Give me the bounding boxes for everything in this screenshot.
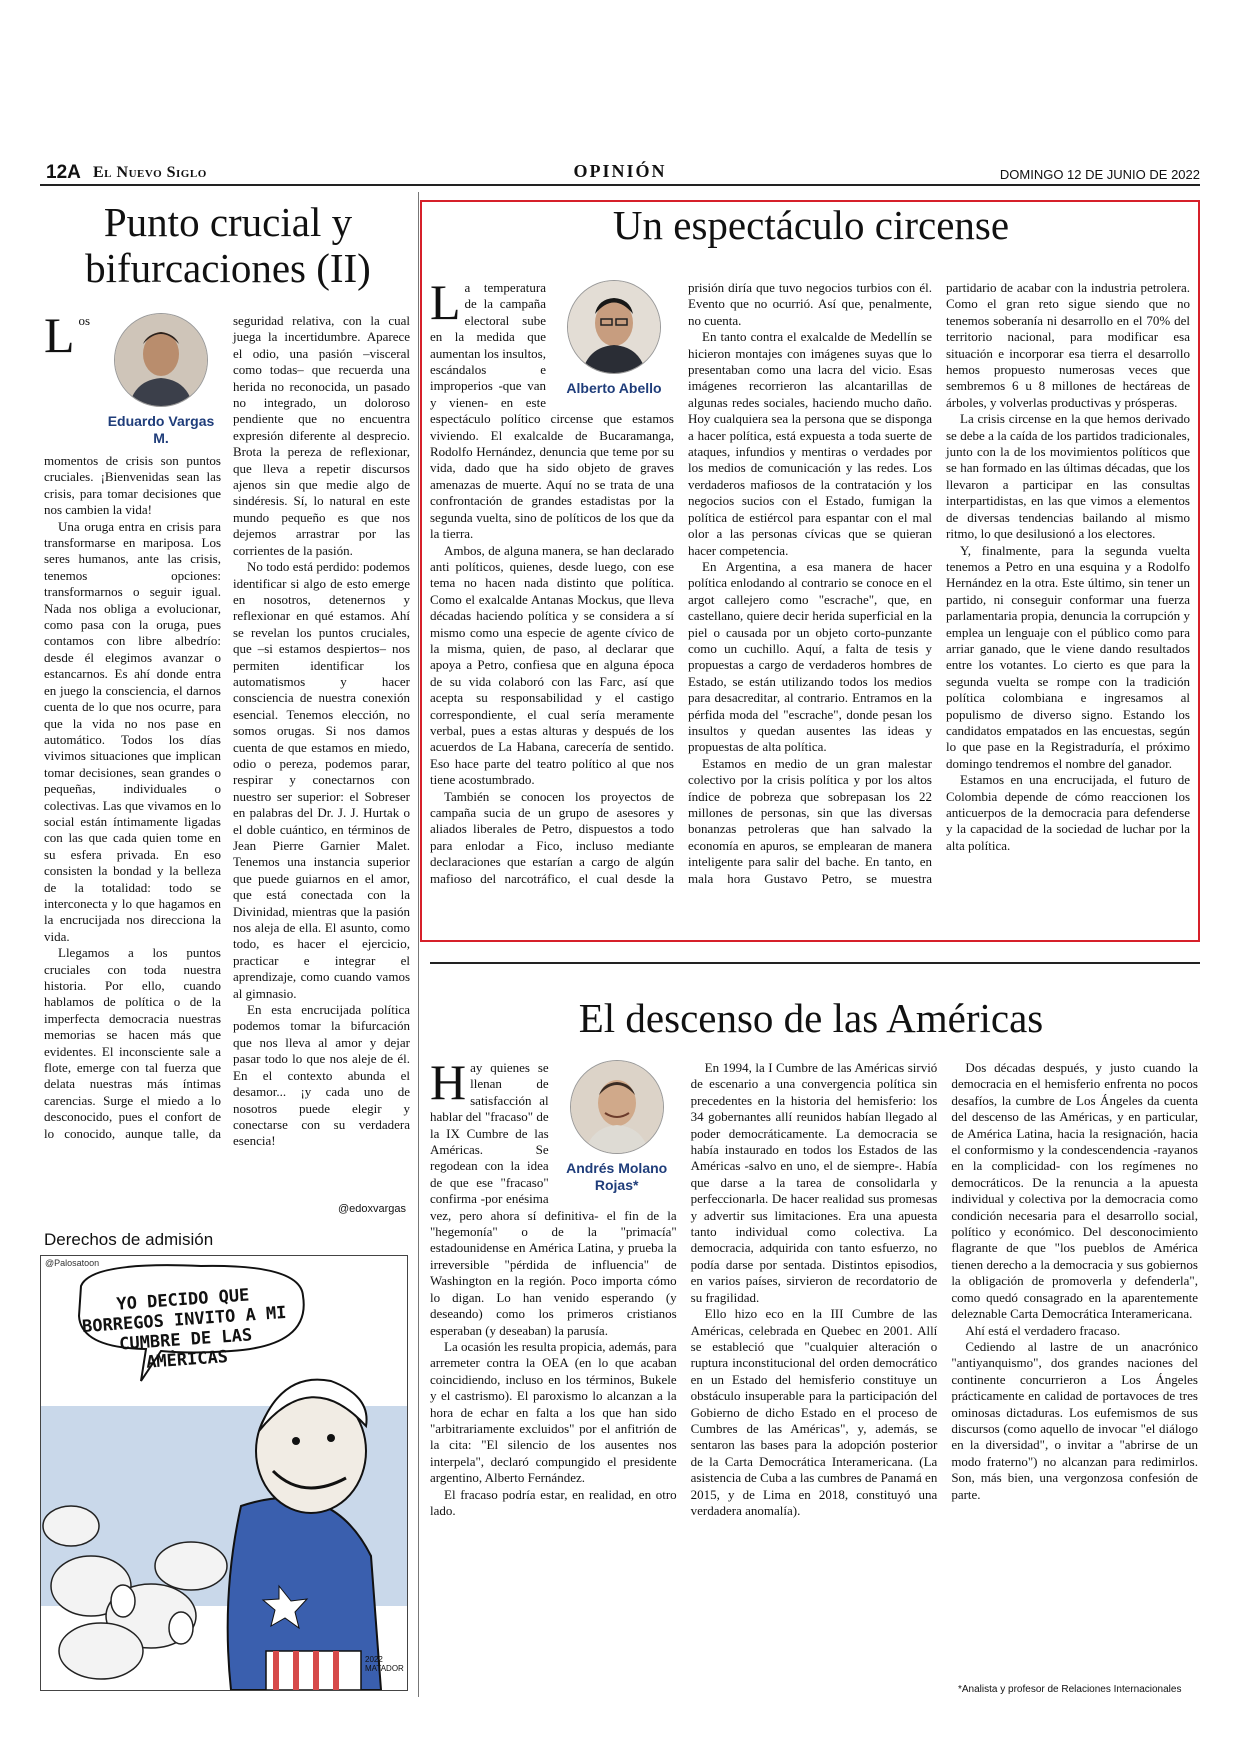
article-title: Un espectáculo circense	[612, 202, 1010, 248]
section-title: OPINIÓN	[573, 161, 667, 181]
cartoon-credit: @Palosatoon	[45, 1258, 100, 1268]
author-handle: @edoxvargas	[337, 1203, 406, 1215]
author-block	[101, 313, 221, 447]
issue-date: DOMINGO 12 DE JUNIO DE 2022	[999, 167, 1200, 182]
author-portrait-icon	[567, 280, 661, 374]
newspaper-name: El Nuevo Siglo	[93, 164, 207, 181]
author-name: Alberto Abello	[566, 380, 662, 396]
paragraph: Una oruga entra en crisis para transformarse en mariposa. Los seres humanos, ante las crisis, tenemos opciones: transformarnos o seguir igual. Nada nos obliga a evolucionar, como pasa con la oruga, pues contamos con libre albedrío: desde él elegimos avanzar o estancarnos. Es ahí donde entra en juego la consciencia, el darnos cuenta de lo que nos ocurre, para que la vida no nos pase en automático. Todos los días vivimos situaciones que implican tomar decisiones, sean grandes o pequeñas, individuales o colectivas. Las que vivamos en lo social están íntimamente ligadas con las que cada quien tome en su esfera privada. En eso consisten la bondad y la belleza de la totalidad: todo se interconecta y lo que hagamos en la encrucijada nos direcciona la vida.	[44, 518, 221, 944]
paragraph: La ocasión les resulta propicia, además, para arremeter contra la OEA (en lo que acaban coincidiendo, incluso en los términos, Bukele y el castrismo). El paroxismo lo alcanzan a la hora de echar en falta a los que han sido "arbitrariamente excluidos" por el anfitrión de la cita: "El silencio de los ausentes nos interpela", declaró compungido el presidente argentino, Alberto Fernández.	[430, 1338, 677, 1486]
paragraph: También se conocen los proyectos de campaña sucia de un grupo de asesores y aliados liberales de Petro, dispuestos a todo para enlodar a Fico, incluso mediante declaraciones que estarían a cargo de algún mafioso del narcotráfico, el cual desde la prisión diría que tuvo negocios turbios con él. Evento que no ocurrió. Así que, penalmente, no cuenta.	[430, 280, 932, 886]
paragraph: Estamos en medio de un gran malestar colectivo por la crisis política y por los altos índice de pobreza que sobrepasan los 22 millones de personas, sin que las diversas bonanzas petroleras que han salvado la economía en apuros, se emplearan de manera inteligente para salir del bache. En tanto, en mala hora Gustavo Petro, se muestra partidario de acabar con la industria petrolera. Como el gran reto sigue siendo que no tenemos soberanía ni desarrollo en el 70% del territorio nacional, para modificar esa situación e incorporar esa tierra el desarrollo hemos propuesto numerosas veces que sembremos 6 u 8 millones de hectáreas de árboles, y volverlas productivas y prósperas.	[688, 280, 1190, 886]
paragraph: Los momentos de crisis son puntos cruciales. ¡Bienvenidas sean las crisis, para tomar decisiones que nos cambien la vida!	[44, 313, 221, 518]
paragraph: El fracaso podría estar, en realidad, en otro lado.	[430, 1486, 677, 1518]
cartoon-section-label: Derechos de admisión	[44, 1230, 214, 1249]
column-divider	[418, 192, 419, 1697]
article-body	[430, 1060, 1198, 1678]
paragraph: Hay quienes se llenan de satisfacción al hablar del "fracaso" de la IX Cumbre de las Américas. Se regodean con la idea de que ese "fracaso" confirma -por enésima vez, pero ahora sí definitiva- el fin de la "hegemonía" o de la "primacía" estadounidense en América Latina, y prueba la irreversible "pérdida de influencia" de Washington en la región. Poco importa cómo lo digan. Lo han venido esperando (y deseando) como los primeros cristianos esperaban (y deseaban) la parusía.	[430, 1060, 677, 1338]
paragraph: Y, finalmente, para la segunda vuelta tenemos a Petro en una esquina y a Rodolfo Hernández en la otra. Este último, sin tener un partido, ni conseguir conformar una fuerza parlamentaria propia, denuncia la corrupción y emplea un lenguaje con el público como para arriar ganado, que le viene dando resultados entre los votantes. Lo cierto es que para la segunda vuelta se rompe con la tradición política colombiana e ingresamos al populismo de diverso signo. Estando los candidatos empatados en las encuestas, según lo que pase en la Registraduría, el próximo domingo tendremos el nombre del ganador.	[946, 542, 1190, 771]
author-portrait-icon	[570, 1060, 664, 1154]
masthead-rule	[40, 184, 1200, 186]
author-portrait-icon	[114, 313, 208, 407]
paragraph: Ahí está el verdadero fracaso.	[965, 1322, 1121, 1338]
cartoon-signature: 2022 MATADOR	[365, 1655, 404, 1673]
paragraph: Dos décadas después, y justo cuando la democracia en el hemisferio enfrenta no pocos desafíos, la cumbre de Los Ángeles da cuenta del descenso de las Américas, y en particular, de América Latina, hacia la resignación, hacia el conformismo y la condescendencia -rayanos en la complicidad- con los regímenes no democráticos. De la renuncia a la apuesta individual y colectiva por la democracia como condición necesaria para el desarrollo social, político y económico. Del desconocimiento flagrante de que "los pueblos de América tienen derecho a la democracia y sus gobiernos la obligación de promoverla y defenderla", como quedó consagrado en la aparentemente deleznable Carta Democrática Interamericana.	[951, 1060, 1198, 1322]
author-footnote: *Analista y profesor de Relaciones Internacionales	[958, 1684, 1182, 1695]
drop-cap: L	[44, 313, 75, 363]
paragraph: La temperatura de la campaña electoral sube en la medida que aumentan los insultos, escándalos e improperios -que van y vienen- en este espectáculo político circense que estamos viviendo. El exalcalde de Bucaramanga, Rodolfo Hernández, denuncia que teme por su vida, dado que ha sido objeto de graves amenazas de muerte. Aquí no se trata de una confrontación de grandes estadistas por la segunda vuelta, sino de políticos de los que da la tierra.	[430, 280, 674, 542]
paragraph: La crisis circense en la que hemos derivado se debe a la caída de los partidos tradicionales, junto con la de los movimientos políticos que se han formado en las últimas décadas, que los llevaron a participar en las consultas interpartidistas, en las que vimos a elementos de diversas tendencias bailando al mismo ritmo, lo que desilusionó a los electores.	[946, 411, 1190, 542]
paragraph: En 1994, la I Cumbre de las Américas sirvió de escenario a una convergencia política sin precedentes en la historia del hemisferio: los 34 gobernantes allí reunidos habían llegado al poder democráticamente. La democracia se había instaurado en todos los Estados de las Américas -salvo en uno, el de siempre-. Había que darse a la tarea de consolidarla y perfeccionarla. De hacer realidad sus promesas y advertir sus limitaciones. Era una apuesta tanto individual como colectiva. La democracia, adquirida con tanto esfuerzo, no podía darse por sentada. Distintos episodios, en varios países, sirvieron de recordatorio de su fragilidad.	[690, 1060, 938, 1305]
paragraph: Estamos en una encrucijada, el futuro de Colombia depende de cómo reaccionen los anticuerpos de la democracia para defenderse y la capacidad de la sociedad de luchar por la alta política.	[946, 772, 1190, 853]
article-title: Punto crucial y bifurcaciones (II)	[85, 199, 371, 291]
drop-cap: L	[430, 280, 461, 330]
drop-cap: H	[430, 1060, 467, 1110]
article-body	[44, 313, 410, 1223]
article-title: El descenso de las Américas	[578, 995, 1044, 1041]
paragraph: No todo está perdido: podemos identificar si algo de esto emerge en nosotros, detenernos y reflexionar en qué estamos. Ahí se revelan los puntos cruciales, que –si estamos despiertos– nos permiten identificar los automatismos y hacer consciencia de nuestra conexión esencial. Tenemos elección, no somos orugas. Si nos damos cuenta de que estamos en miedo, odio o pereza, podemos parar, respirar y conectarnos con nuestro ser superior: el Sobreser en palabras del Dr. J. J. Hurtak o el doble cuántico, en términos de Jean Pierre Garnier Malet. Tenemos una instancia superior que puede guiarnos en el amor, que está conectada con la Divinidad, mientras que la pasión nos aleja de ella. El asunto, como todo, es hacer el ejercicio, practicar e integrar el aprendizaje, como cuando vamos al gimnasio.	[233, 559, 410, 1001]
article-body	[430, 280, 1190, 932]
section-divider	[430, 962, 1200, 964]
paragraph: Ambos, de alguna manera, se han declarado anti políticos, quienes, desde luego, con ese tema no hacen nada distinto que política. Como el exalcalde Antanas Mockus, que lleva décadas haciendo política y se considera a sí mismo como una especie de agente cívico de la misma, quien, de paso, al declarar que apoya a Petro, confiesa que en alguna época de su vida colaboró con las Farc, así que acepta su responsabilidad y el castigo correspondiente, el cual sería meramente verbal, pues a estas alturas y después de los acuerdos de La Habana, carecería de sentido. Eso hace parte del teatro político al que nos tiene acostumbrado.	[430, 542, 674, 788]
paragraph: Ello hizo eco en la III Cumbre de las Américas, celebrada en Quebec en 2001. Allí se estableció que "cualquier alteración o ruptura inconstitucional del orden democrático en un Estado del hemisferio constituye un obstáculo insuperable para la participación del Gobierno de dicho Estado en el proceso de Cumbres de las Américas", y, además, se sentaron las bases para la adopción posterior de la Carta Democrática Interamericana. (La asistencia de Cuba a las cumbres de Panamá en 2015, y de Lima en 2018, constituyó una verdadera anomalía).	[690, 1306, 938, 1518]
paragraph: En Argentina, a esa manera de hacer política enlodando al contrario se conoce en el argot callejero como "escrache", que, en castellano, quiere decir herida superficial en la piel o causada por un objeto corto-punzante como un cuchillo. Aquí, a falta de tesis y propuestas a cargo de verdaderos hombres de Estado, se están utilizando todos los medios para desacreditar, al contrario. Entramos en la pérfida moda del "escrache", donde pesan los insultos y quedan ausentes las ideas y propuestas de alta política.	[688, 558, 932, 755]
paragraph: En esta encrucijada política podemos tomar la bifurcación que nos lleva al amor y dejar pasar todo lo que nos aleje de él. En el contexto abunda el desamor... ¡y cada uno de nosotros puede elegir y conectarse con su verdadera esencia!	[233, 1002, 410, 1149]
page-number: 12A	[46, 162, 81, 183]
paragraph: En tanto contra el exalcalde de Medellín se hicieron montajes con imágenes suyas que lo presentaban como una lacra del vicio. Esas imágenes recorrieron las alcantarillas de algunas redes sociales, haciendo mucho daño. Hoy cualquiera sea la persona que se disponga a hacer política, está expuesta a toda suerte de ataques, infundios y mentiras o verdades por los medios de comunicación y las redes. Los verdaderos mafiosos de la contratación y los negocios sucios con el Estado, fumigan la política de estiércol para espantar con el mal olor a las personas cívicas que se quieran hacer competencia.	[688, 329, 932, 558]
author-name: Eduardo Vargas M.	[107, 413, 215, 446]
paragraph: Llegamos a los puntos cruciales con toda nuestra historia. Por ello, cuando hablamos de política o de la imperfecta democracia nuestras memorias se hacen más que evidentes. El inconsciente sale a flote, emerge con tal fuerza que delata nuestras más íntimas carencias. Surge el miedo a lo desconocido, pues el confort de lo conocido, aunque talle, da seguridad relativa, con la cual juega la incertidumbre. Aparece el odio, una pasión –visceral como todas– que recuerda una herida no reconocida, un pasado no integrado, un doloroso pendiente que no encuentra expresión diferente al desprecio. Brota la pereza de reflexionar, que lleva a repetir discursos ajenos sin que medie algo de sindéresis. Sí, lo natural en este mundo pequeño es que nos dejemos arrastrar por las corrientes de la pasión.	[44, 313, 410, 1141]
cartoon-speech-text: YO DECIDO QUE BORREGOS INVITO A MI CUMBRE DE LAS AMÉRICAS	[81, 1285, 288, 1373]
paragraph: Cediendo al lastre de un anacrónico "antiyanquismo", dos grandes naciones del continente concurrieron a Los Ángeles prácticamente en calidad de portavoces de tres ominosas dictaduras. Los eufemismos de sus discursos (como aquello de invocar "el diálogo en la diversidad", o invitar a "abrirse de un modo fraterno") no alcanzan para redimirlos. Son, más bien, una vergonzosa confesión de parte.	[951, 1338, 1198, 1502]
author-block	[554, 280, 674, 397]
author-block	[557, 1060, 677, 1194]
author-name: Andrés Molano Rojas*	[566, 1160, 668, 1193]
